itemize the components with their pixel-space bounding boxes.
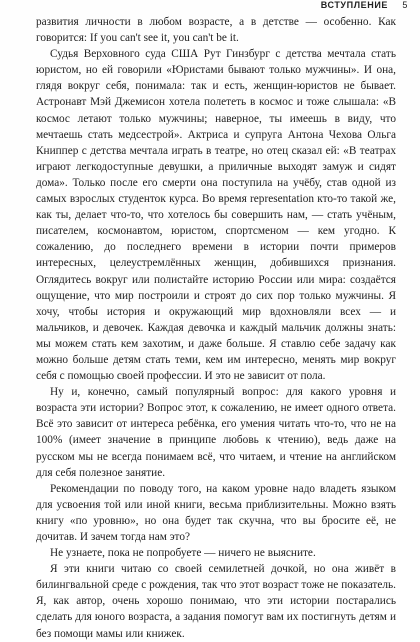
paragraph: Я эти книги читаю со своей семилетней дочкой, но она живёт в билингвальной среде с рождения, так что этот возраст тоже не показатель. Я, как автор, очень хорошо понимаю, что эти истории постарались сделать для юного возраста, а задания помогут вам их постигнуть детям и без помощи мамы или книжек. bbox=[36, 563, 396, 640]
paragraph: развития личности в любом возрасте, а в детстве — особенно. Как говорится: If you can't see it, you can't be it. bbox=[36, 16, 396, 45]
paragraph: Ну и, конечно, самый популярный вопрос: для какого уровня и возраста эти истории? Вопрос этот, к сожалению, не имеет одного ответа. Всё это зависит от интереса ребёнка, его умения читать что-то, что не на 100% (имеет значение в принципе любовь к чтению), ведь даже на русском мы не всегда понимаем всё, что читаем, и чтение на английском для себя полезное занятие. bbox=[36, 386, 396, 479]
paragraph: Не узнаете, пока не попробуете — ничего не выясните. bbox=[50, 547, 316, 560]
paragraph: Судья Верховного суда США Рут Гинзбург с детства мечтала стать юристом, но ей говорили «Юристами бывают только мужчины». И она, глядя вокруг себя, понимала: так и есть, женщин-юристов не бывает. Астронавт Мэй Джемисон хотела полететь в космос и тоже слышала: «В космос летают только мужчины; наверное, ты имеешь в виду, что мечтаешь стать медсестрой». Актриса и супруга Антона Чехова Ольга Книппер с детства мечтала играть в театре, но отец сказал ей: «В театрах играют легкодоступные девушки, а приличные выходят замуж и сидят дома». Только после его смерти она поступила на учёбу, став одной из самых взрослых студенток курса. Во время representation кто-то такой же, как ты, делает что-то, что хотелось бы совершить нам, — стать учёным, писателем, космонавтом, юристом, спортсменом — кем угодно. К сожалению, до последнего времени в истории почти примеров интересных, целеустремлённых женщин, добившихся признания. Оглядитесь вокруг или полистайте историю России или мира: создаётся ощущение, что мир построили и строят до сих пор только мужчины. Я хочу, чтобы история и окружающий мир вдохновляли всех — и мальчиков, и девочек. Каждая девочка и каждый мальчик должны знать: мы можем стать кем захотим, и даже больше. Я ставлю себе задачу как можно больше детям стать теми, кем им интересно, менять мир вокруг себя с помощью своей профессии. И это не зависит от пола. bbox=[36, 48, 396, 383]
running-header bbox=[36, 0, 410, 12]
page-number: 5 bbox=[402, 0, 408, 10]
paragraph: Рекомендации по поводу того, на каком уровне надо владеть языком для усвоения той или иной книги, весьма приблизительны. Можно взять книгу «по уровню», но она будет так скучна, что вы бросите её, не дочитав. И зачем тогда нам это? bbox=[36, 482, 396, 543]
body-text bbox=[36, 14, 396, 642]
section-title: ВСТУПЛЕНИЕ bbox=[320, 0, 388, 10]
